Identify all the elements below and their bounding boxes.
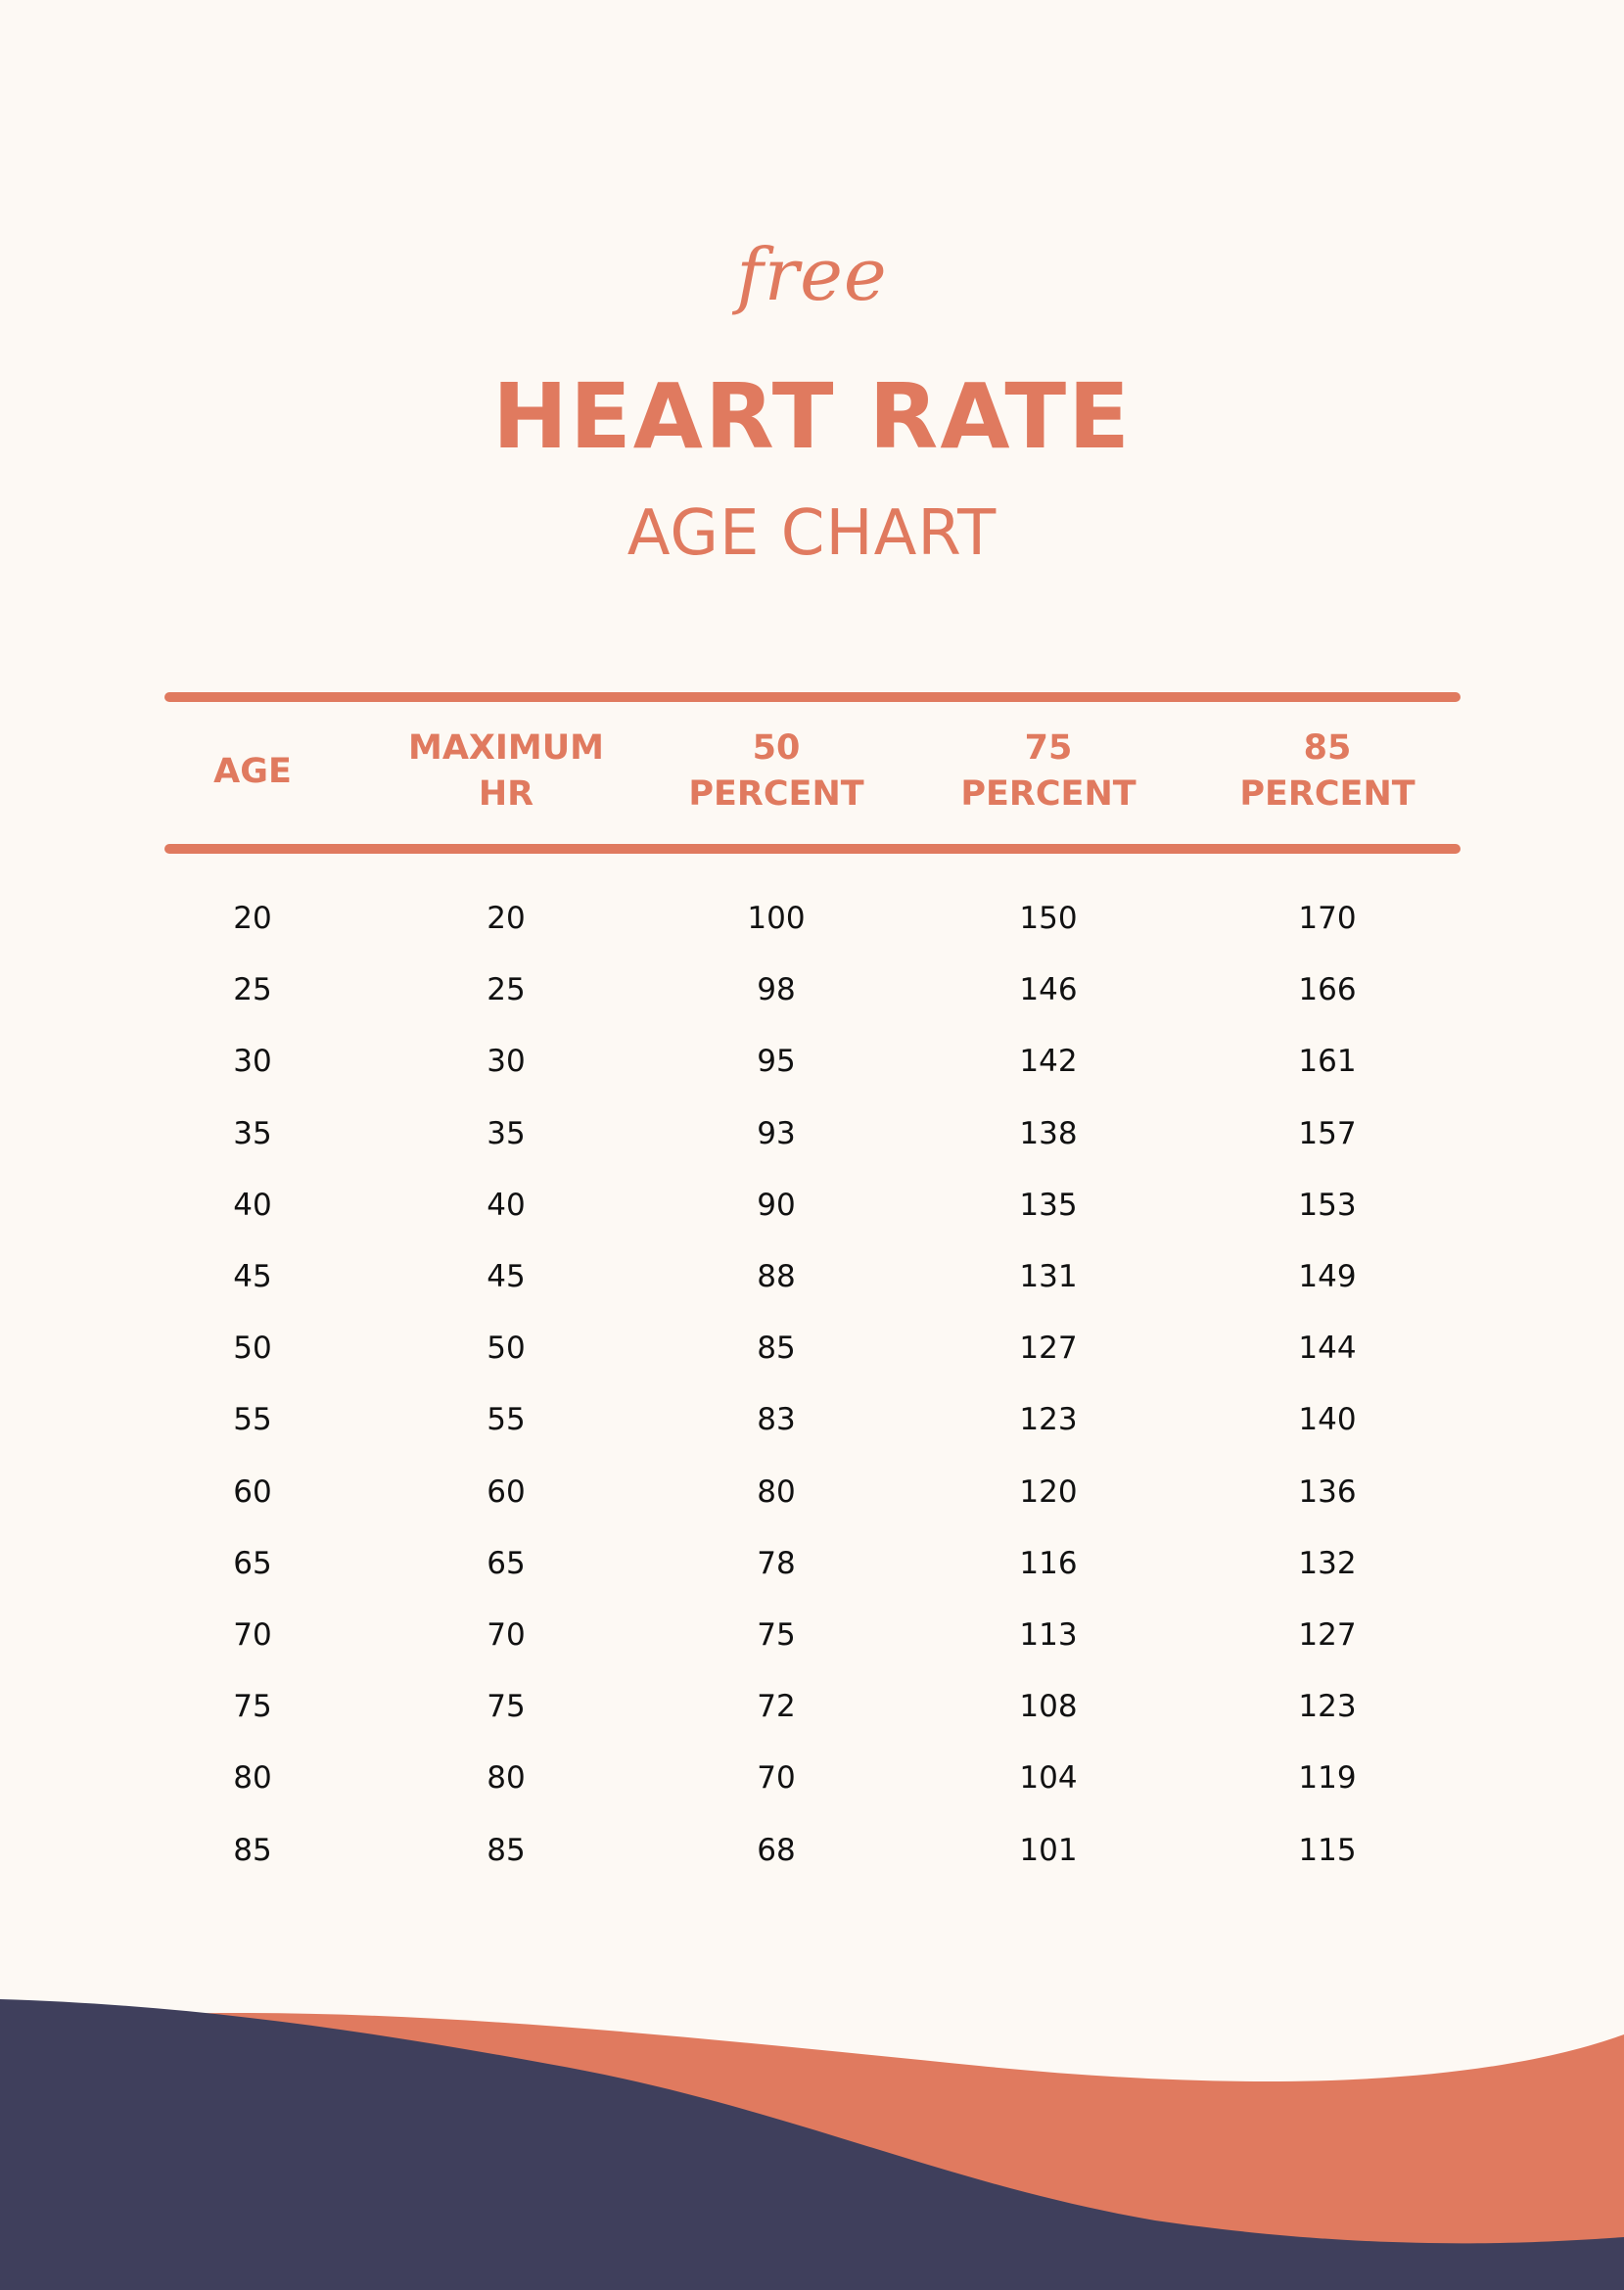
table-cell: 80 bbox=[487, 1760, 526, 1797]
column-header-line: MAXIMUM bbox=[407, 728, 604, 768]
table-row bbox=[0, 894, 1624, 943]
table-cell: 116 bbox=[1019, 1545, 1078, 1581]
table-cell: 85 bbox=[757, 1331, 796, 1367]
table-cell: 115 bbox=[1298, 1832, 1357, 1868]
table-cell: 108 bbox=[1019, 1689, 1078, 1725]
table-row bbox=[0, 1181, 1624, 1230]
script-title: free bbox=[736, 233, 888, 317]
table-cell: 157 bbox=[1298, 1115, 1357, 1151]
table-cell: 131 bbox=[1019, 1259, 1078, 1294]
column-header bbox=[921, 724, 1176, 818]
table-cell: 70 bbox=[757, 1760, 796, 1797]
table-cell: 113 bbox=[1019, 1617, 1078, 1653]
table-cell: 138 bbox=[1019, 1115, 1078, 1151]
table-row bbox=[0, 1611, 1624, 1659]
table-row bbox=[0, 1037, 1624, 1086]
table-cell: 161 bbox=[1298, 1044, 1357, 1080]
table-cell: 75 bbox=[233, 1689, 272, 1725]
table-cell: 83 bbox=[757, 1402, 796, 1438]
table-cell: 85 bbox=[233, 1832, 272, 1868]
table-cell: 80 bbox=[233, 1760, 272, 1797]
table-cell: 25 bbox=[233, 972, 272, 1008]
table-cell: 80 bbox=[757, 1473, 796, 1510]
table-cell: 65 bbox=[233, 1545, 272, 1581]
column-header bbox=[379, 724, 633, 818]
table-cell: 144 bbox=[1298, 1331, 1357, 1367]
column-header-line: 50 bbox=[752, 728, 801, 768]
table-cell: 72 bbox=[757, 1689, 796, 1725]
table-row bbox=[0, 1252, 1624, 1301]
table-cell: 55 bbox=[487, 1402, 526, 1438]
table-row bbox=[0, 1109, 1624, 1158]
table-cell: 70 bbox=[487, 1617, 526, 1653]
column-header-line: PERCENT bbox=[688, 774, 864, 814]
column-header-line: HR bbox=[478, 774, 534, 814]
column-header-line: 75 bbox=[1024, 728, 1073, 768]
table-cell: 20 bbox=[233, 901, 272, 936]
table-cell: 35 bbox=[487, 1115, 526, 1151]
table-cell: 149 bbox=[1298, 1259, 1357, 1294]
table-cell: 127 bbox=[1019, 1331, 1078, 1367]
decorative-wave bbox=[0, 1958, 1624, 2290]
table-cell: 88 bbox=[757, 1259, 796, 1294]
table-cell: 75 bbox=[757, 1617, 796, 1653]
table-row bbox=[0, 1539, 1624, 1588]
table-cell: 120 bbox=[1019, 1473, 1078, 1510]
table-cell: 150 bbox=[1019, 901, 1078, 936]
table-cell: 55 bbox=[233, 1402, 272, 1438]
table-cell: 146 bbox=[1019, 972, 1078, 1008]
table-cell: 60 bbox=[233, 1473, 272, 1510]
table-row bbox=[0, 1468, 1624, 1517]
page-title: HEART RATE bbox=[491, 364, 1133, 469]
table-cell: 170 bbox=[1298, 901, 1357, 936]
table-cell: 104 bbox=[1019, 1760, 1078, 1797]
table-row bbox=[0, 1395, 1624, 1444]
table-cell: 136 bbox=[1298, 1473, 1357, 1510]
table-cell: 40 bbox=[233, 1187, 272, 1223]
table-cell: 68 bbox=[757, 1832, 796, 1868]
page-subtitle: AGE CHART bbox=[626, 497, 998, 570]
table-top-rule bbox=[164, 692, 1461, 702]
table-row bbox=[0, 1826, 1624, 1875]
column-header-line: PERCENT bbox=[960, 774, 1137, 814]
table-cell: 25 bbox=[487, 972, 526, 1008]
table-cell: 95 bbox=[757, 1044, 796, 1080]
table-row bbox=[0, 965, 1624, 1014]
table-cell: 123 bbox=[1298, 1689, 1357, 1725]
table-cell: 101 bbox=[1019, 1832, 1078, 1868]
table-cell: 40 bbox=[487, 1187, 526, 1223]
column-header bbox=[125, 724, 380, 818]
column-header bbox=[649, 724, 904, 818]
table-cell: 166 bbox=[1298, 972, 1357, 1008]
table-cell: 135 bbox=[1019, 1187, 1078, 1223]
table-header-rule bbox=[164, 844, 1461, 854]
table-cell: 50 bbox=[487, 1331, 526, 1367]
table-cell: 35 bbox=[233, 1115, 272, 1151]
table-row bbox=[0, 1324, 1624, 1373]
table-cell: 45 bbox=[233, 1259, 272, 1294]
table-cell: 78 bbox=[757, 1545, 796, 1581]
table-cell: 132 bbox=[1298, 1545, 1357, 1581]
table-cell: 142 bbox=[1019, 1044, 1078, 1080]
table-cell: 85 bbox=[487, 1832, 526, 1868]
column-header bbox=[1200, 724, 1455, 818]
table-row bbox=[0, 1682, 1624, 1731]
table-cell: 70 bbox=[233, 1617, 272, 1653]
column-header-line: 85 bbox=[1303, 728, 1352, 768]
table-cell: 100 bbox=[747, 901, 806, 936]
table-cell: 90 bbox=[757, 1187, 796, 1223]
table-cell: 45 bbox=[487, 1259, 526, 1294]
table-cell: 119 bbox=[1298, 1760, 1357, 1797]
table-cell: 98 bbox=[757, 972, 796, 1008]
table-cell: 20 bbox=[487, 901, 526, 936]
table-cell: 140 bbox=[1298, 1402, 1357, 1438]
table-cell: 75 bbox=[487, 1689, 526, 1725]
table-cell: 123 bbox=[1019, 1402, 1078, 1438]
table-row bbox=[0, 1753, 1624, 1802]
column-header-line: AGE bbox=[213, 751, 292, 791]
column-header-line: PERCENT bbox=[1239, 774, 1415, 814]
table-cell: 30 bbox=[487, 1044, 526, 1080]
table-cell: 30 bbox=[233, 1044, 272, 1080]
table-cell: 93 bbox=[757, 1115, 796, 1151]
table-cell: 153 bbox=[1298, 1187, 1357, 1223]
table-cell: 50 bbox=[233, 1331, 272, 1367]
table-cell: 60 bbox=[487, 1473, 526, 1510]
table-cell: 65 bbox=[487, 1545, 526, 1581]
table-cell: 127 bbox=[1298, 1617, 1357, 1653]
